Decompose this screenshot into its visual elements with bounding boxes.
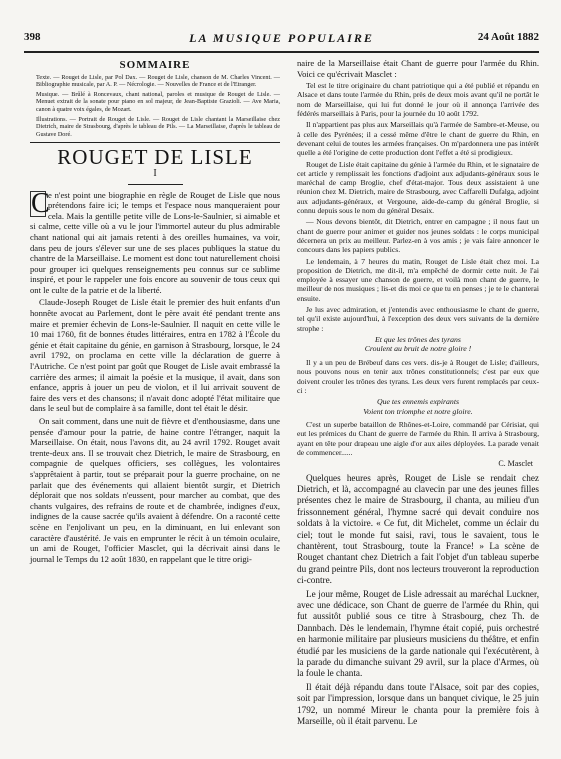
masclet-quote: [297, 81, 539, 468]
quote-paragraph: Il y a un peu de Brébeuf dans ces vers. dis-je à Rouget de Lisle; d'ailleurs, nous pouvons nous en tenir aux trônes constitutionnels; c'est par eux que doivent crouler les trônes des tyrans. Les deux vers furent remplacés par ceux-ci :: [297, 357, 539, 395]
verse: [297, 335, 539, 354]
page-header: [24, 31, 539, 45]
verse-line: Et que les trônes des tyrans: [375, 334, 461, 344]
article-paragraph: On sait comment, dans une nuit de fièvre et d'enthousiasme, dans une pensée d'amour pour la patrie, de haine contre l'étranger, naquit la Marseillaise. On était, nous l'avons dit, au 24 avril 1792. Rouget avait trente-deux ans. Il se trouvait chez Dietrich, le maire de Strasbourg, en compagnie de quelques officiers, ses collègues, les volontaires s'apprêtaient à partir, tout se préparait pour la guerre prochaine, on ne parlait que des événements qui allaient bientôt surgir, et Dietrich déplorait que nos soldats n'eussent, pour marcher au combat, que des chants vulgaires, des refrains de route et de chambrée, indignes d'eux, indignes de la cause sacrée qu'ils avaient à défendre. On a raconté cette scène en l'enjolivant un peu, en la diminuant, en lui enlevant son caractère d'austérité. Je vais en emprunter le récit à un témoin oculaire, un ami de Rouget, l'officier Masclet, qui la décrivait ainsi dans le journal le Temps du 12 août 1830, en rappelant que le titre origi-: [30, 416, 280, 564]
article-continuation: [297, 473, 539, 728]
header-rule: [24, 51, 539, 53]
sommaire-music: Musique. — Brûlé à Roncevaux, chant national, paroles et musique de Rouget de Lisle. — Menuet extrait de la sonate pour piano en sol majeur, de Jean-Baptiste Grazioli. — Ave Maria, canon à quatre voix égales, de Mozart.: [36, 90, 280, 113]
quote-paragraph: Je lus avec admiration, et j'entendis avec enthousiasme le chant de guerre, tel qu'il existe aujourd'hui, à l'exception des deux vers suivants de la dernière strophe :: [297, 305, 539, 333]
issue-date: 24 Août 1882: [477, 31, 539, 43]
article-paragraph: naire de la Marseillaise était Chant de guerre pour l'armée du Rhin. Voici ce qu'écrivait Masclet :: [297, 58, 539, 79]
left-column: [30, 58, 280, 566]
quote-paragraph: C'est un superbe bataillon de Rhônes-et-Loire, commandé par Cérisiat, qui eut les prémices du Chant de guerre de l'armée du Rhin. Il arriva à Strasbourg, ayant en tête pour drapeau une aigle d'or aux ailes déployées. La parade venait de commencer......: [297, 420, 539, 457]
article-title: ROUGET DE LISLE: [57, 145, 253, 170]
quote-paragraph: Tel est le titre originaire du chant patriotique qui a été publié et répandu en Alsace et dans toute l'armée du Rhin, près de deux mois avant qu'il ne portât le nom de Marseillaise, qui lui fut donné le jour où il annonça l'arrivée des fédérés marseillais à Paris, pour la journée du 10 août 1792.: [297, 81, 539, 119]
sommaire-illustrations: Illustrations. — Portrait de Rouget de Lisle. — Rouget de Lisle chantant la Marseillaise chez Dietrich, maire de Strasbourg, d'après le tableau de Pils. — La Marseillaise, d'après le tableau de Gustave Doré.: [36, 115, 280, 138]
page-number: 398: [24, 31, 41, 43]
drop-cap: C: [31, 187, 50, 219]
right-column: [297, 58, 539, 730]
article-paragraph: Il était déjà répandu dans toute l'Alsace, soit par des copies, soit par l'impression, lorsque dans un banquet civique, le 25 juin 1792, un nommé Mireur le chanta pour la première fois à Marseille, où il était parvenu. Le: [297, 681, 539, 727]
verse-line: Que tes ennemis expirants: [376, 397, 460, 407]
journal-title: LA MUSIQUE POPULAIRE: [189, 31, 374, 45]
section-rule: [128, 184, 183, 185]
verse-line: Croulent au bruit de notre gloire !: [364, 344, 472, 354]
quote-paragraph: Le lendemain, à 7 heures du matin, Rouget de Lisle était chez moi. La proposition de Dietrich, me dit-il, m'a empêché de dormir cette nuit. Je l'ai employée à essayer une chanson de guerre, et voilà mon chant de guerre, le meilleur de nos musiques ; lis-et dis moi ce que tu en penses ; je te le chanterai ensuite.: [297, 256, 539, 303]
divider: [30, 142, 280, 143]
article-paragraph: Claude-Joseph Rouget de Lisle était le premier des huit enfants d'un honnête avocat au Parlement, dont le père avait été pendant trente ans maire et premier échevin de Lons-le-Saulnier. Il naquit en cette ville le 10 mai 1760, fit de bonnes études littéraires, entra en 1782 à l'École du génie et était capitaine du génie, en garnison à Strasbourg, lorsque, le 24 avril 1792, on proclama en cette ville la déclaration de guerre à l'Autriche. Ce n'est point par goût que Rouget de Lisle avait embrassé la carrière des armes; il aimait la poésie et la musique, il avait, dans son enfance, appris à jouer un peu de violon, et il lui arrivait souvent de faire des vers et des chansons; il n'avait donc adopté l'état militaire que dans le seul but de complaire à sa famille, dont tel était le désir.: [30, 297, 280, 414]
sommaire: [30, 60, 280, 138]
section-number: I: [153, 167, 157, 179]
verse: [297, 397, 539, 416]
quote-paragraph: Rouget de Lisle était capitaine du génie à l'armée du Rhin, et le signataire de cet article y remplissait les fonctions d'adjoint aux adjudants-généraux sous le maréchal de camp Broglie, chef d'état-major. Tous deux assistaient à une réunion chez M. Dietrich, maire de Strasbourg, avec Caffarelli Dufalga, adjoint aux adjudants-généraux, et Vergoune, aide-de-camp du général Broglie, si connu depuis sous le nom du général Desaix.: [297, 159, 539, 216]
sommaire-title: SOMMAIRE: [119, 59, 191, 71]
article-paragraph: Quelques heures après, Rouget de Lisle se rendait chez Dietrich, et là, accompagné au clavecin par une des jeunes filles présentes chez le maire de Strasbourg, il chanta, au milieu d'un frissonnement général, l'hymne sacré qui devait conduire nos soldats à la victoire. « Ce fut, dit Michelet, comme un éclair du ciel; tout le monde fut saisi, ravi, tous le savaient, tous le chantèrent, tout Strasbourg, toute la France! » La scène de Rouget chantant chez Dietrich a fait l'objet d'un tableau superbe du grand peintre Pils, dont nos lecteurs trouveront la reproduction ci-contre.: [297, 472, 539, 586]
quote-paragraph: Il n'appartient pas plus aux Marseillais qu'à l'armée de Sambre-et-Meuse, ou à celle des Pyrénées; il a cessé même d'être le chant de guerre du Rhin, en devenant celui de toutes les armées françaises. On m'pardonnera une pas intérêt quelle a été l'origine de cette production dont l'effet a été si prodigieux.: [297, 120, 539, 158]
article-paragraph: Le jour même, Rouget de Lisle adressait au maréchal Luckner, avec une dédicace, son Chant de guerre de l'armée du Rhin, qui fut aussitôt publié sous ce titre à Strasbourg, chez Th. de Dannbach. Dès le lendemain, l'hymne était copié, puis orchestré en harmonie militaire par plusieurs musiciens du théâtre, et enfin étudié par les musiciens de la garde nationale qui l'exécutèrent, à la parade du dimanche suivant 29 avril, sur la place d'Armes, où la foule le chanta.: [297, 588, 539, 679]
article-paragraph: C e n'est point une biographie en règle de Rouget de Lisle que nous prétendons faire ici; le temps et l'espace nous manqueraient pour cela. Mais la gentille petite ville de Lons-le-Saulnier, si aimable et si calme, cette ville où a vu le jour l'immortel auteur du plus admirable chant national qui ait jamais retenti à des oreilles humaines, va voir, dans peu de jours s'élever sur une de ses places publiques la statue du chantre de la Marseillaise. Le moment est donc tout naturellement choisi pour grouper ici quelques renseignements peu connus sur ce sublime inspiré, et pour le rappeler une fois encore au souvenir de tous ceux qui ont le culte de la patrie et de la liberté.: [30, 187, 280, 295]
signature: C. Masclet: [498, 459, 533, 469]
verse-line: Voient ton triomphe et notre gloire.: [363, 406, 473, 416]
quote-paragraph: — Nous devons bientôt, dit Dietrich, entrer en campagne ; il nous faut un chant de guerre pour animer et guider nos jeunes soldats : le corps municipal décernera un prix au meilleur. Parlez-en à vos amis ; je vais faire annoncer le concours dans les papiers publics.: [297, 217, 539, 255]
sommaire-text: Texte. — Rouget de Lisle, par Pol Dax. — Rouget de Lisle, chanson de M. Charles Vincent. — Bibliographie musicale, par A. P. — Nécrologie. — Nouvelles de France et de l'Etranger.: [36, 73, 280, 89]
